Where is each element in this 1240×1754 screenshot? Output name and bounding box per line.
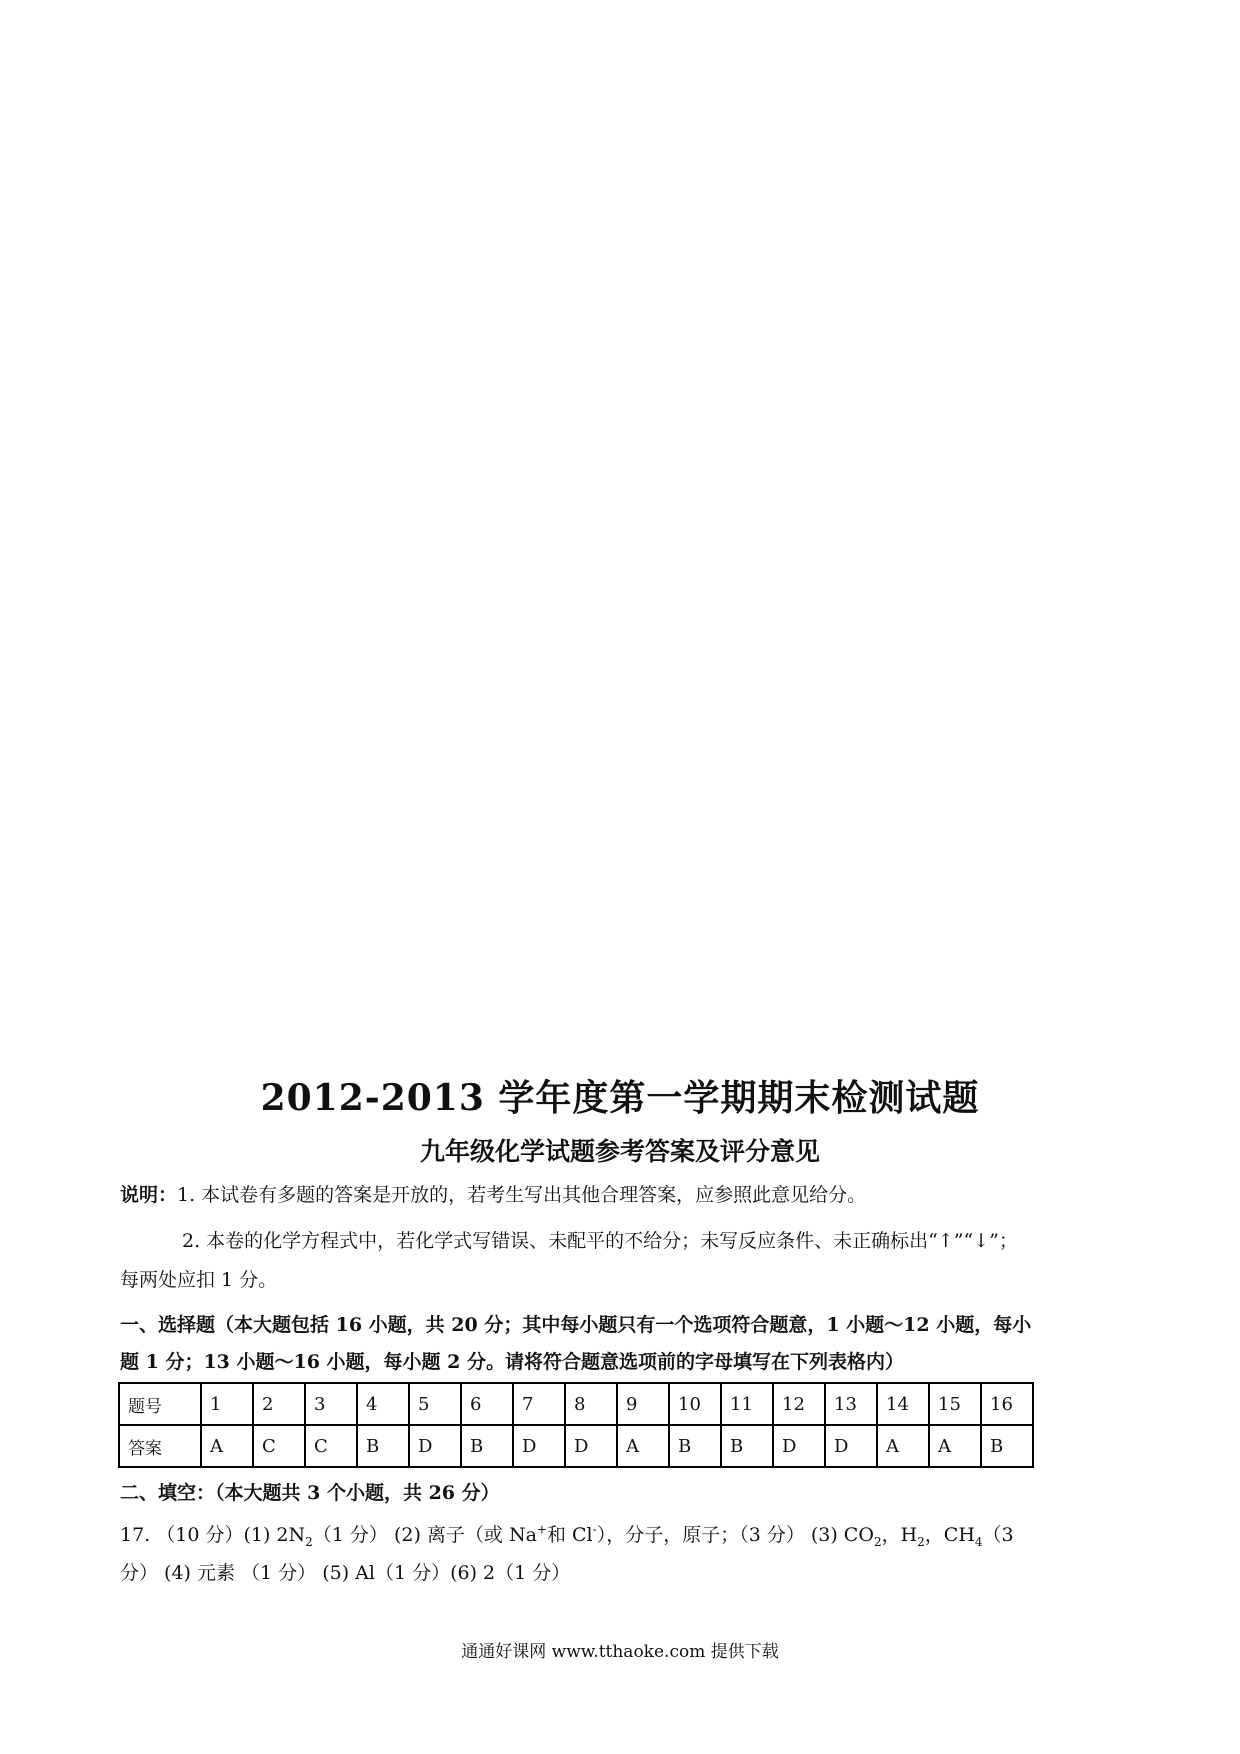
q17-part: ，H <box>881 1524 918 1546</box>
table-row-numbers <box>119 1383 1033 1425</box>
section2-heading: 二、填空：（本大题共 3 个小题，共 26 分） <box>120 1482 500 1504</box>
question-number: 12 <box>773 1383 825 1425</box>
answer-cell: C <box>305 1425 357 1467</box>
answer-cell: B <box>669 1425 721 1467</box>
question-number: 10 <box>669 1383 721 1425</box>
section1-heading-line-2: 题 1 分；13 小题～16 小题，每小题 2 分。请将符合题意选项前的字母填写在下列表格内） <box>120 1351 905 1373</box>
superscript: + <box>536 1522 547 1537</box>
question-number: 3 <box>305 1383 357 1425</box>
answer-cell: D <box>825 1425 877 1467</box>
subscript: 2 <box>917 1534 925 1549</box>
question-number: 13 <box>825 1383 877 1425</box>
answer-cell: D <box>565 1425 617 1467</box>
note-text-1: 1. 本试卷有多题的答案是开放的，若考生写出其他合理答案，应参照此意见给分。 <box>177 1184 867 1206</box>
answer-cell: A <box>877 1425 929 1467</box>
note-line-1 <box>120 1180 866 1207</box>
footer-credit: 通通好课网 www.tthaoke.com 提供下载 <box>461 1642 779 1662</box>
question-number: 11 <box>721 1383 773 1425</box>
question-number: 16 <box>981 1383 1033 1425</box>
document-title: 2012-2013 学年度第一学期期末检测试题 <box>260 1077 980 1119</box>
question-number: 15 <box>929 1383 981 1425</box>
table-header-number: 题号 <box>119 1383 201 1425</box>
q17-part: ，CH <box>924 1524 975 1546</box>
question-number: 1 <box>201 1383 253 1425</box>
answer-cell: A <box>929 1425 981 1467</box>
q17-line-1 <box>120 1520 1014 1549</box>
answer-cell: D <box>513 1425 565 1467</box>
q17-part: 17. （10 分）(1) 2N <box>120 1524 306 1546</box>
table-row-answers <box>119 1425 1033 1467</box>
answer-cell: D <box>409 1425 461 1467</box>
subscript: 2 <box>873 1534 882 1549</box>
question-number: 8 <box>565 1383 617 1425</box>
table-header-answer: 答案 <box>119 1425 201 1467</box>
question-number: 4 <box>357 1383 409 1425</box>
answer-table <box>118 1382 1034 1468</box>
note-line-3: 每两处应扣 1 分。 <box>120 1269 278 1291</box>
q17-part: （1 分） (2) 离子（或 Na <box>312 1524 537 1546</box>
answer-cell: B <box>461 1425 513 1467</box>
q17-part: 和 Cl <box>546 1524 593 1546</box>
answer-cell: A <box>201 1425 253 1467</box>
superscript: - <box>592 1522 597 1537</box>
q17-line-2: 分） (4) 元素 （1 分） (5) Al（1 分）(6) 2（1 分） <box>120 1562 571 1584</box>
question-number: 6 <box>461 1383 513 1425</box>
subscript: 4 <box>974 1534 983 1549</box>
note-line-2: 2. 本卷的化学方程式中，若化学式写错误、未配平的不给分；未写反应条件、未正确标出“↑”“↓”； <box>182 1230 1018 1252</box>
answer-cell: B <box>721 1425 773 1467</box>
question-number: 2 <box>253 1383 305 1425</box>
section1-heading-line-1: 一、选择题（本大题包括 16 小题，共 20 分；其中每小题只有一个选项符合题意，1 小题～12 小题，每小 <box>120 1314 1032 1336</box>
question-number: 9 <box>617 1383 669 1425</box>
q17-part: （3 <box>982 1524 1014 1546</box>
subscript: 2 <box>305 1534 313 1549</box>
answer-cell: D <box>773 1425 825 1467</box>
note-label: 说明： <box>120 1184 178 1206</box>
answer-cell: B <box>357 1425 409 1467</box>
answer-cell: A <box>617 1425 669 1467</box>
q17-part: ），分子，原子；（3 分） (3) CO <box>596 1524 874 1546</box>
question-number: 7 <box>513 1383 565 1425</box>
question-number: 5 <box>409 1383 461 1425</box>
answer-cell: C <box>253 1425 305 1467</box>
question-number: 14 <box>877 1383 929 1425</box>
answer-cell: B <box>981 1425 1033 1467</box>
document-subtitle: 九年级化学试题参考答案及评分意见 <box>419 1137 820 1166</box>
